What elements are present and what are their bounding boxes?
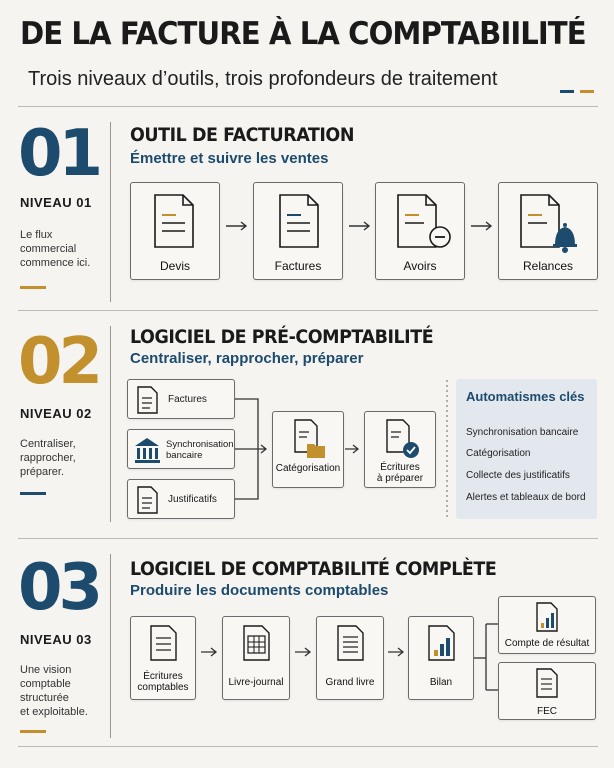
step-label: Écritures à préparer (376, 462, 424, 484)
step-label: Devis (159, 259, 190, 273)
level-label: NIVEAU 03 (20, 632, 92, 647)
input-label: Synchronisation bancaire (166, 439, 234, 461)
section-number: 03 (18, 551, 100, 625)
panel-item: Synchronisation bancaire (466, 427, 579, 438)
page-title: DE LA FACTURE À LA COMPTABIILITÉ (20, 16, 586, 52)
page-subtitle: Trois niveaux d’outils, trois profondeurs de traitement (28, 68, 498, 90)
step-label: Factures (274, 259, 322, 273)
input-label: Factures (168, 394, 207, 405)
panel-title: Automatismes clés (466, 389, 585, 404)
level-label: NIVEAU 02 (20, 406, 92, 421)
section-subtitle: Émettre et suivre les ventes (130, 150, 329, 167)
step-label: Catégorisation (275, 463, 341, 474)
section-title: LOGICIEL DE COMPTABILITÉ COMPLÈTE (130, 558, 497, 580)
section-subtitle: Produire les documents comptables (130, 582, 389, 599)
section-title: OUTIL DE FACTURATION (130, 124, 355, 146)
level-label: NIVEAU 01 (20, 195, 92, 210)
section-number: 02 (18, 325, 100, 399)
section-title: LOGICIEL DE PRÉ-COMPTABILITÉ (130, 326, 434, 348)
output-label: Compte de résultat (504, 638, 590, 649)
step-label: Bilan (429, 677, 453, 688)
side-description: Centraliser, rapprocher, préparer. (20, 438, 76, 478)
divider (18, 746, 598, 747)
output-label: FEC (537, 706, 557, 717)
side-description: Une vision comptable structurée et exploitable. (20, 664, 88, 718)
input-label: Justificatifs (168, 494, 217, 505)
step-label: Avoirs (403, 259, 437, 273)
step-label: Relances (522, 259, 574, 273)
panel-item: Collecte des justificatifs (466, 470, 570, 481)
section-number: 01 (18, 117, 100, 191)
step-label: Grand livre (325, 677, 375, 688)
section-subtitle: Centraliser, rapprocher, préparer (130, 350, 364, 367)
step-label: Livre-journal (228, 677, 284, 688)
side-description: Le flux commercial commence ici. (20, 229, 91, 269)
panel-item: Catégorisation (466, 448, 531, 459)
step-label: Écritures comptables (137, 671, 189, 693)
panel-item: Alertes et tableaux de bord (466, 492, 586, 503)
